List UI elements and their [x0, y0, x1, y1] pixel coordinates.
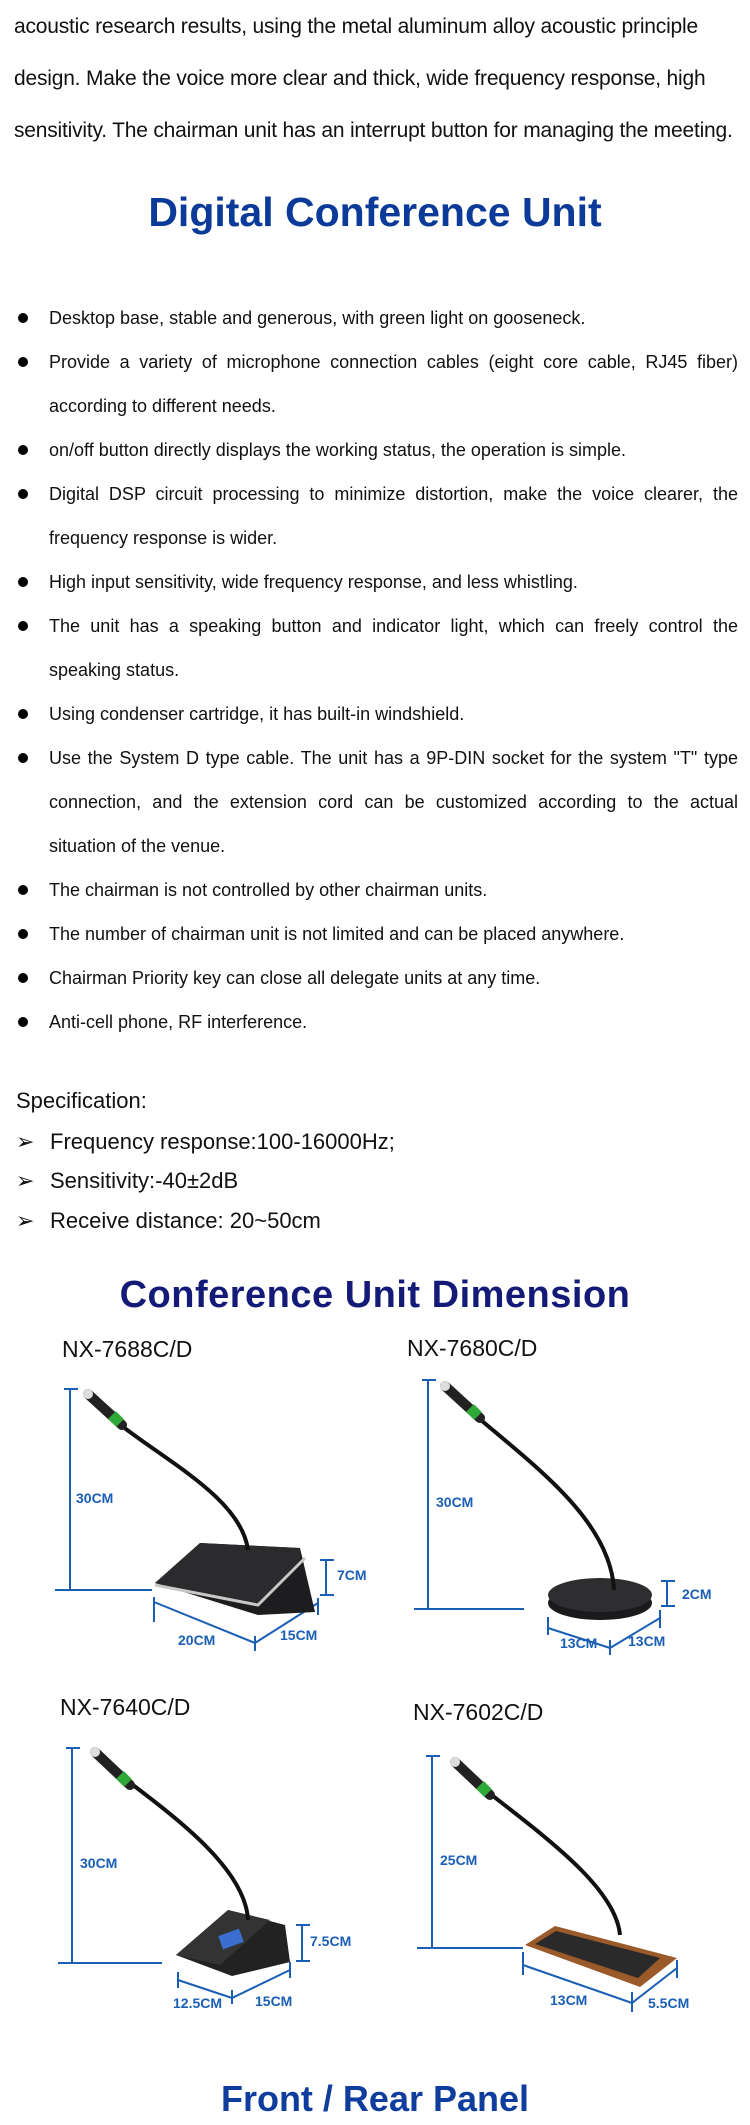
feature-text: The chairman is not controlled by other chairman units.	[49, 880, 488, 900]
feature-text: The unit has a speaking button and indicator light, which can freely control the speaking status.	[49, 616, 738, 680]
intro-line: design. Make the voice more clear and thick, wide frequency response, high	[14, 67, 706, 90]
product-model-label: NX-7688C/D	[62, 1336, 193, 1362]
feature-text: High input sensitivity, wide frequency response, and less whistling.	[49, 572, 578, 592]
microphone-unit-nx-7602	[450, 1757, 677, 1987]
feature-text: Anti-cell phone, RF interference.	[49, 1012, 308, 1032]
arrow-bullet-icon: ➢	[16, 1208, 35, 1233]
conference-unit-dimension-title: Conference Unit Dimension	[119, 1274, 631, 1316]
feature-text: on/off button directly displays the working status, the operation is simple.	[49, 440, 626, 460]
depth-label: 15CM	[255, 1993, 293, 2009]
feature-text: Desktop base, stable and generous, with green light on gooseneck.	[49, 308, 586, 328]
height-label: 30CM	[76, 1490, 114, 1506]
feature-text: Digital DSP circuit processing to minimize distortion, make the voice clearer, the frequency response is wider.	[49, 484, 738, 548]
width-label: 13CM	[550, 1992, 588, 2008]
spec-text: Sensitivity:-40±2dB	[50, 1168, 239, 1193]
depth-label: 5.5CM	[648, 1995, 690, 2011]
arrow-bullet-icon: ➢	[16, 1129, 35, 1154]
width-label: 12.5CM	[173, 1995, 223, 2011]
feature-text: The number of chairman unit is not limited and can be placed anywhere.	[49, 924, 625, 944]
width-label: 20CM	[178, 1632, 216, 1648]
microphone-unit-nx-7688	[83, 1389, 315, 1615]
height-label: 30CM	[80, 1855, 118, 1871]
base-height-label: 7.5CM	[310, 1933, 352, 1949]
product-model-label: NX-7680C/D	[407, 1335, 538, 1361]
specification-title: Specification:	[16, 1088, 147, 1113]
base-height-label: 2CM	[682, 1586, 712, 1602]
intro-line: acoustic research results, using the metal aluminum alloy acoustic principle	[14, 15, 698, 38]
feature-text: Chairman Priority key can close all delegate units at any time.	[49, 968, 541, 988]
width-label: 13CM	[560, 1635, 598, 1651]
intro-line: sensitivity. The chairman unit has an interrupt button for managing the meeting.	[14, 119, 733, 142]
front-rear-panel-title: Front / Rear Panel	[220, 2078, 530, 2119]
height-label: 25CM	[440, 1852, 478, 1868]
depth-label: 13CM	[628, 1633, 666, 1649]
product-model-label: NX-7640C/D	[60, 1694, 191, 1720]
feature-text: Provide a variety of microphone connection cables (eight core cable, RJ45 fiber) according to different needs.	[49, 352, 738, 416]
digital-conference-unit-title: Digital Conference Unit	[148, 189, 602, 235]
arrow-bullet-icon: ➢	[16, 1168, 35, 1193]
spec-text: Receive distance: 20~50cm	[50, 1208, 321, 1233]
microphone-unit-nx-7640	[90, 1747, 290, 1976]
dimension-lines	[55, 1380, 677, 2012]
feature-text: Use the System D type cable. The unit has a 9P-DIN socket for the system "T" type connection, and the extension cord can be customized according to the actual situation of the venue.	[49, 748, 738, 856]
spec-text: Frequency response:100-16000Hz;	[50, 1129, 395, 1154]
height-label: 30CM	[436, 1494, 474, 1510]
product-model-label: NX-7602C/D	[413, 1699, 544, 1725]
depth-label: 15CM	[280, 1627, 318, 1643]
base-height-label: 7CM	[337, 1567, 367, 1583]
feature-text: Using condenser cartridge, it has built-in windshield.	[49, 704, 465, 724]
